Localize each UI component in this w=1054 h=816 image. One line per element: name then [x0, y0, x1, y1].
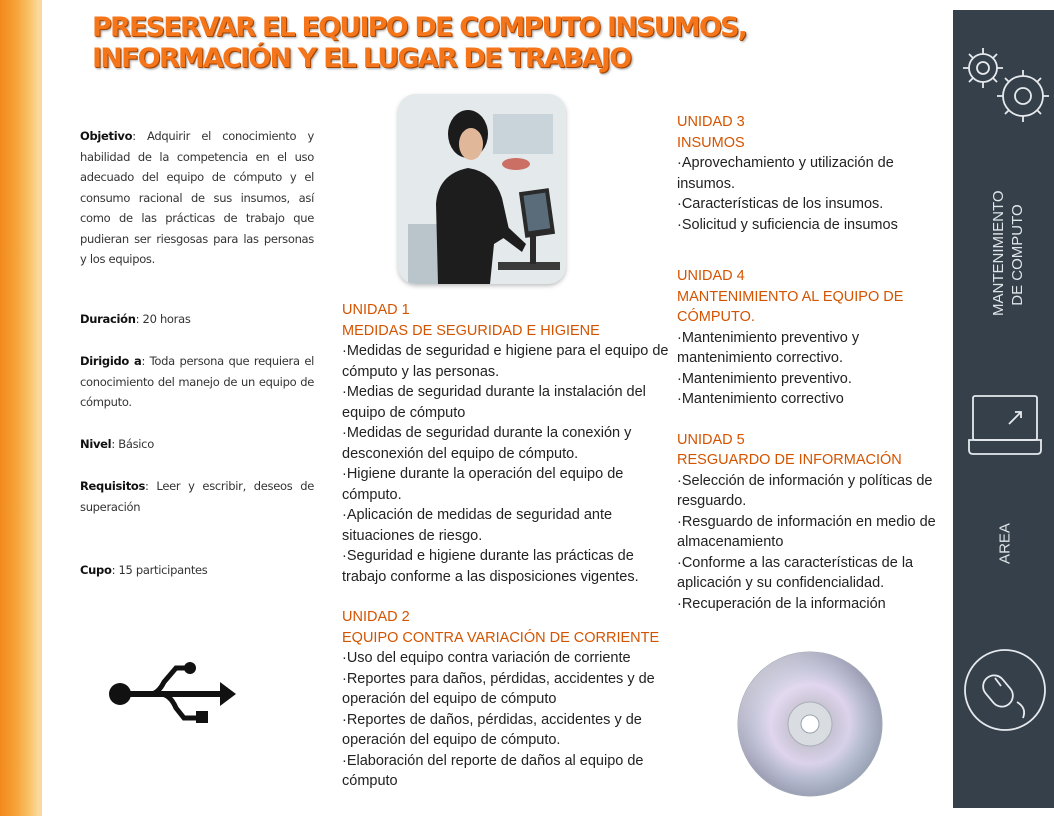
unidad4-item: ·Mantenimiento preventivo.	[677, 370, 852, 387]
unidad1-item: ·Seguridad e higiene durante las prácticas de trabajo conforme a las disposiciones vigentes.	[342, 548, 639, 585]
woman-at-computer-photo	[398, 94, 566, 284]
unidad5-title: RESGUARDO DE INFORMACIÓN	[677, 452, 902, 468]
sidebar-label-line2: DE COMPUTO	[1009, 204, 1026, 306]
unidad4-item: ·Mantenimiento preventivo y mantenimiento correctivo.	[677, 329, 860, 366]
mouse-icon	[961, 646, 1049, 739]
units-column-center	[342, 300, 670, 792]
nivel-text: : Básico	[111, 437, 154, 451]
unidad2-item: ·Uso del equipo contra variación de corriente	[342, 650, 631, 666]
unidad2-item: ·Elaboración del reporte de daños al equipo de cómputo	[342, 752, 644, 789]
gears-icon	[959, 40, 1051, 131]
unidad4-heading: UNIDAD 4	[677, 268, 745, 284]
sidebar-label-mantenimiento	[989, 190, 1027, 316]
dirigido-paragraph	[80, 351, 314, 413]
usb-icon	[106, 648, 236, 738]
left-decorative-band	[0, 0, 42, 816]
unidad1-item: ·Medidas de seguridad durante la conexión y desconexión del equipo de cómputo.	[342, 425, 632, 462]
requisitos-label: Requisitos	[80, 479, 146, 493]
unidad4-item: ·Mantenimiento correctivo	[677, 391, 844, 407]
sidebar-label-line1: MANTENIMIENTO	[990, 190, 1007, 316]
unidad5-item: ·Recuperación de la información	[677, 595, 886, 612]
duracion-text: : 20 horas	[135, 312, 191, 326]
units-column-right	[677, 112, 941, 614]
unidad5-item: ·Resguardo de información en medio de almacenamiento	[677, 513, 936, 550]
unidad2-heading: UNIDAD 2	[342, 609, 410, 625]
dirigido-label: Dirigido a	[80, 354, 142, 368]
duracion-line	[80, 309, 314, 330]
unidad1-item: ·Aplicación de medidas de seguridad ante situaciones de riesgo.	[342, 507, 613, 544]
sidebar-label-area: AREA	[996, 523, 1014, 564]
right-sidebar	[953, 10, 1054, 808]
unidad3-heading: UNIDAD 3	[677, 114, 745, 130]
page-title: PRESERVAR EL EQUIPO DE COMPUTO INSUMOS, INFORMACIÓN Y EL LUGAR DE TRABAJO	[92, 12, 747, 74]
requisitos-text: : Leer y escribir, deseos de superación	[80, 479, 314, 514]
nivel-label: Nivel	[80, 437, 112, 451]
unidad1-title: MEDIDAS DE SEGURIDAD E HIGIENE	[342, 322, 600, 339]
unidad1-item: ·Higiene durante la operación del equipo de cómputo.	[342, 466, 624, 503]
duracion-label: Duración	[80, 312, 136, 326]
dirigido-text: : Toda persona que requiera el conocimiento del manejo de un equipo de cómputo.	[80, 354, 314, 409]
objetivo-text: : Adquirir el conocimiento y habilidad de la competencia en el uso adecuado del equipo de cómputo y el consumo racional de sus insumos, así como de las prácticas de trabajo que pudieran ser riesgosas para las personas y los equipos.	[80, 129, 314, 266]
unidad5-heading: UNIDAD 5	[677, 431, 745, 448]
cupo-line	[80, 560, 314, 581]
unidad1-heading: UNIDAD 1	[342, 302, 410, 318]
cd-disc-icon	[736, 650, 884, 798]
nivel-line	[80, 434, 314, 455]
unidad1-item: ·Medias de seguridad durante la instalación del equipo de cómputo	[342, 384, 646, 421]
unidad2-item: ·Reportes para daños, pérdidas, accidentes y de operación del equipo de cómputo	[342, 670, 655, 707]
unidad2-item: ·Reportes de daños, pérdidas, accidentes y de operación del equipo de cómputo.	[342, 711, 642, 748]
objetivo-label: Objetivo	[80, 129, 133, 143]
unidad5-item: ·Conforme a las características de la aplicación y su confidencialidad.	[677, 554, 914, 591]
unidad3-item: ·Aprovechamiento y utilización de insumos.	[677, 155, 894, 192]
unidad3-item: ·Solicitud y suficiencia de insumos	[677, 216, 898, 233]
unidad3-item: ·Características de los insumos.	[677, 196, 884, 212]
cupo-text: : 15 participantes	[111, 563, 208, 577]
unidad2-title: EQUIPO CONTRA VARIACIÓN DE CORRIENTE	[342, 629, 660, 646]
objetivo-paragraph	[80, 126, 314, 270]
unidad5-item: ·Selección de información y políticas de resguardo.	[677, 472, 933, 509]
laptop-icon	[967, 394, 1043, 469]
unidad3-title: INSUMOS	[677, 134, 745, 151]
unidad4-title: MANTENIMIENTO AL EQUIPO DE CÓMPUTO.	[677, 288, 904, 325]
cupo-label: Cupo	[80, 563, 112, 577]
unidad1-item: ·Medidas de seguridad e higiene para el equipo de cómputo y las personas.	[342, 343, 669, 380]
requisitos-paragraph	[80, 476, 314, 517]
